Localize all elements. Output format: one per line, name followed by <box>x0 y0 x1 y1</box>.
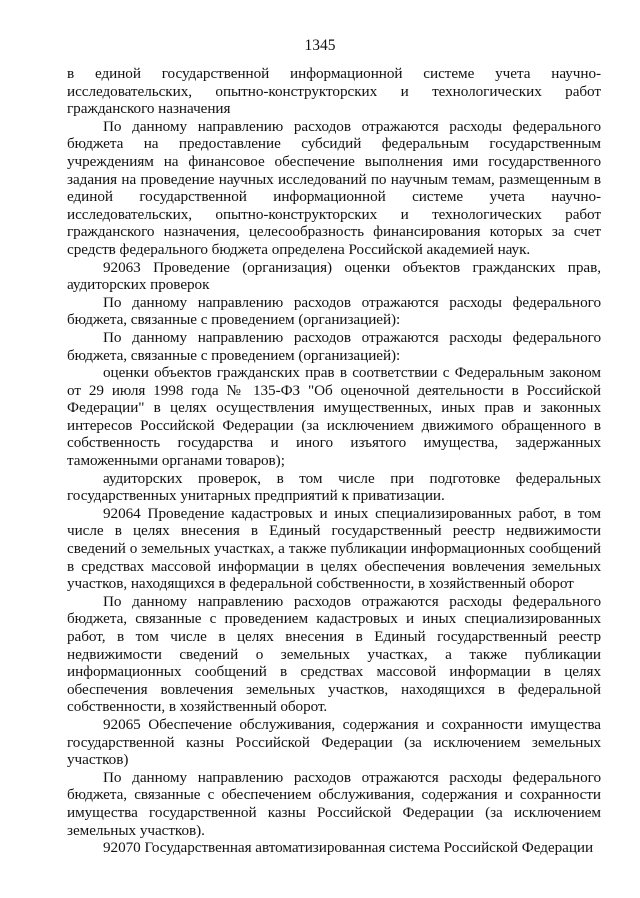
document-body <box>67 65 601 857</box>
paragraph-continuation: в единой государственной информационной системе учета научно-исследовательских, опытно-конструкторских и технологических работ гражданского назначения <box>67 65 601 118</box>
paragraph-heading-92064: 92064 Проведение кадастровых и иных специализированных работ, в том числе в целях внесения в Единый государственный реестр недвижимости сведений о земельных участках, а также публикации информационных сообщений в средствах массовой информации в целях обеспечения вовлечения земельных участков, находящихся в федеральной собственности, в хозяйственный оборот <box>67 504 601 593</box>
paragraph-heading-92065: 92065 Обеспечение обслуживания, содержания и сохранности имущества государственной казны Российской Федерации (за исключением земельных участков) <box>67 715 601 769</box>
paragraph: аудиторских проверок, в том числе при подготовке федеральных государственных унитарных предприятий к приватизации. <box>67 469 601 505</box>
paragraph: По данному направлению расходов отражаются расходы федерального бюджета на предоставление субсидий федеральным государственным учреждениям на финансовое обеспечение выполнения ими государственного задания на проведение научных исследований по научным темам, размещенным в единой государственной информационной системе учета научно-исследовательских, опытно-конструкторских и технологических работ гражданского назначения, целесообразность финансирования которых за счет средств федерального бюджета определена Российской академией наук. <box>67 117 601 258</box>
paragraph: По данному направлению расходов отражаются расходы федерального бюджета, связанные с проведением кадастровых и иных специализированных работ, в том числе в целях внесения в Единый государственный реестр недвижимости сведений о земельных участках, а также публикации информационных сообщений в средствах массовой информации в целях обеспечения вовлечения земельных участков, находящихся в федеральной собственности, в хозяйственный оборот. <box>67 592 601 716</box>
paragraph-heading-92063: 92063 Проведение (организация) оценки объектов гражданских прав, аудиторских проверок <box>67 258 601 294</box>
paragraph-heading-92070: 92070 Государственная автоматизированная система Российской Федерации <box>103 839 594 857</box>
paragraph: оценки объектов гражданских прав в соответствии с Федеральным законом от 29 июля 1998 года № 135-ФЗ "Об оценочной деятельности в Российской Федерации" в целях осуществления имущественных, иных прав и законных интересов Российской Федерации (за исключением движимого обращенного в собственность государства и иного изъятого имущества, задержанных таможенными органами товаров); <box>67 364 601 470</box>
page-number: 1345 <box>304 37 336 54</box>
paragraph: По данному направлению расходов отражаются расходы федерального бюджета, связанные с проведением (организацией): <box>67 293 601 329</box>
paragraph: По данному направлению расходов отражаются расходы федерального бюджета, связанные с проведением (организацией): <box>67 328 601 364</box>
paragraph: По данному направлению расходов отражаются расходы федерального бюджета, связанные с обеспечением обслуживания, содержания и сохранности имущества государственной казны Российской Федерации (за исключением земельных участков). <box>67 768 601 839</box>
